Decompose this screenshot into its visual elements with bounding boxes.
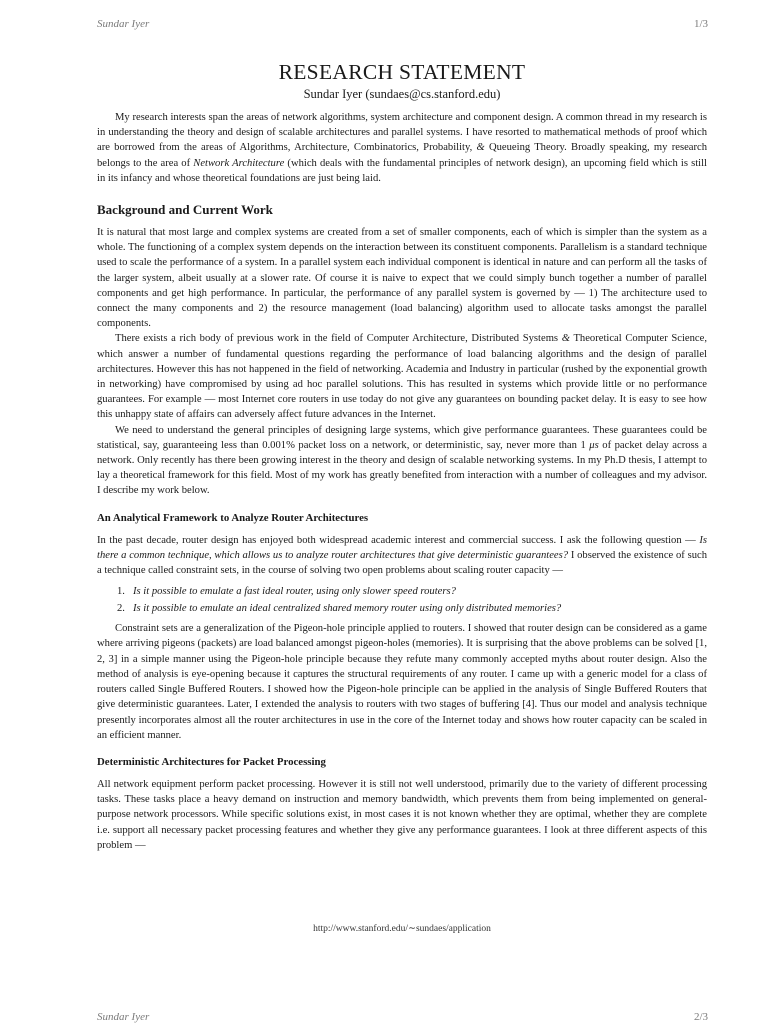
header-author: Sundar Iyer (97, 1011, 150, 1023)
next-page-running-header (97, 1011, 708, 1023)
question-list (97, 583, 707, 617)
subsection-heading-packet-processing: Deterministic Architectures for Packet Processing (97, 755, 326, 768)
running-header (97, 18, 708, 30)
framework-paragraph-1: In the past decade, router design has enjoyed both widespread academic interest and commercial success. I ask the following question — Is there a common technique, which allows us to analyze router architectures that give deterministic guarantees? I observed the existence of such a technique called constraint sets, in the course of solving two open problems about scaling router capacity — (97, 534, 707, 577)
header-page-number: 2/3 (693, 1011, 708, 1023)
header-author: Sundar Iyer (97, 18, 150, 30)
footer-url-link[interactable]: http://www.stanford.edu/∼sundaes/application (313, 924, 491, 934)
background-paragraph-1: It is natural that most large and complex systems are created from a set of smaller components, each of which is simpler than the system as a whole. The functioning of a complex system depends on the interaction between its constituent components. Parallelism is a standard technique used to scale the performance of a system. In a parallel system each individual component is identical in nature and can perform all the tasks of the larger system, albeit usually at a slower rate. Of course it is naive to expect that we could simply bunch together a number of parallel components and get high performance. In particular, the performance of any parallel system is governed by — 1) The architecture used to connect the many components and 2) the resource management (load balancing) algorithm used to allocate tasks amongst the parallel components. (97, 227, 707, 330)
background-paragraph-2: There exists a rich body of previous work in the field of Computer Architecture, Distributed Systems & Theoretical Computer Science, which answer a number of fundamental questions regarding the performance of load balancing algorithms and the design of parallel architectures. However this has not happened in the field of networking. Academia and Industry in particular (rushed by the exponential growth in networking) have compromised by using ad hoc parallel solutions. This has resulted in systems which provide little or no performance guarantees. For example — most Internet core routers in use today do not give any guarantees on bounding packet delay. It is easy to see how this unhappy state of affairs can adversely affect future advances in the Internet. (97, 333, 707, 421)
background-paragraph-3: We need to understand the general principles of designing large systems, which give performance guarantees. These guarantees could be statistical, say, guaranteeing less than 0.001% packet loss on a network, or deterministic, say, never more than 1 μs of packet delay across a network. Only recently has there been growing interest in the theory and design of scalable networking systems. In my Ph.D thesis, I attempt to lay a theoretical framework for this field. Most of my work has greatly benefited from interaction with a number of colleagues and my advisor. I describe my work below. (97, 424, 707, 497)
section-heading-background: Background and Current Work (97, 202, 273, 218)
framework-paragraph-2: Constraint sets are a generalization of the Pigeon-hole principle applied to routers. I showed that router design can be considered as a game where arriving pigeons (packets) are load balanced amongst pigeon-holes (memories). It is surprising that the above problems can be solved [1, 2, 3] in a simple manner using the Pigeon-hole principle because they refute many commonly accepted myths about router design. Also the method of analysis is eye-opening because it captures the structural requirements of any router. I came up with a generic model for a class of routers called Single Buffered Routers. I showed how the Pigeon-hole principle can be applied in the analysis of Single Buffered Routers that give deterministic guarantees. Later, I extended the analysis to routers with two stages of buffering [4]. Thus our model and analysis technique presently incorporates almost all the router architectures in use in the core of the Internet today and shows how router capacity can be scaled in an efficient manner. (97, 623, 707, 741)
list-item: 1. Is it possible to emulate a fast ideal router, using only slower speed routers? (117, 586, 456, 598)
author-byline: Sundar Iyer (sundaes@cs.stanford.edu) (303, 87, 501, 101)
intro-paragraph: My research interests span the areas of network algorithms, system architecture and component design. A common thread in my research is in understanding the theory and design of scalable architectures and parallel systems. I have resorted to mathematical methods of proof which are borrowed from the areas of Algorithms, Architecture, Combinatorics, Probability, & Queueing Theory. Broadly speaking, my research belongs to the area of Network Architecture (which deals with the fundamental principles of network design), an upcoming field which is still in its infancy and whose theoretical foundations are just being laid. (97, 112, 708, 184)
subsection-heading-framework: An Analytical Framework to Analyze Router Architectures (97, 511, 369, 524)
packet-paragraph-1: All network equipment perform packet processing. However it is still not well understood, primarily due to the variety of different processing tasks. These tasks place a heavy demand on instruction and memory bandwidth, which prevents them from being implemented on general-purpose network processors. While specific solutions exist, in most cases it is not known whether they are optimal, whether they are complete i.e. support all necessary packet processing features and whether they give any performance guarantees. I look at three different aspects of this problem — (97, 778, 707, 851)
page-body (97, 58, 707, 853)
header-page-number: 1/3 (693, 18, 708, 30)
list-item: 2. Is it possible to emulate an ideal centralized shared memory router using only distributed memories? (117, 603, 562, 615)
document-title: RESEARCH STATEMENT (278, 60, 526, 84)
